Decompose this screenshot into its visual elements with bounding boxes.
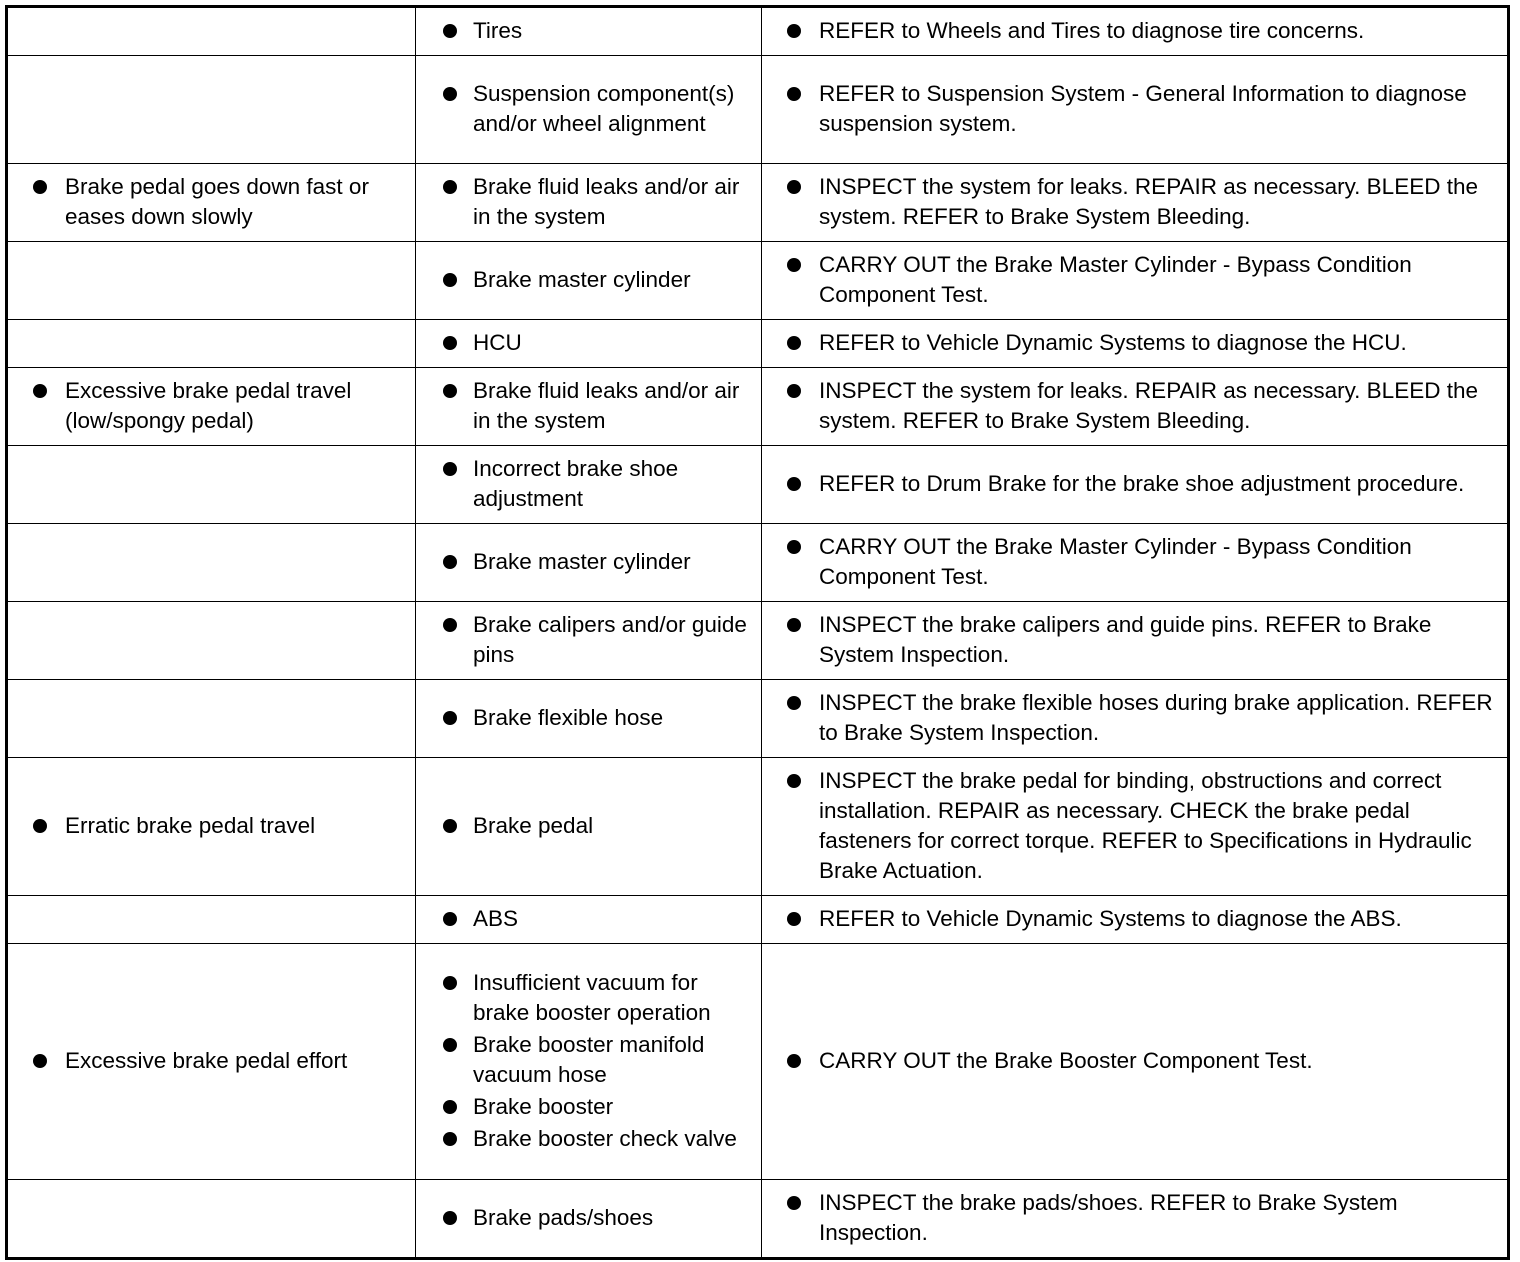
item-text: REFER to Drum Brake for the brake shoe adjustment procedure. — [819, 471, 1465, 496]
item-text: REFER to Wheels and Tires to diagnose tire concerns. — [819, 18, 1365, 43]
bullet-list — [762, 1046, 1497, 1076]
bullet-list — [416, 703, 751, 733]
item-text: INSPECT the system for leaks. REPAIR as necessary. BLEED the system. REFER to Brake System Bleeding. — [819, 378, 1478, 433]
list-item — [762, 1046, 1497, 1076]
cause-cell — [416, 368, 762, 446]
bullet-list — [416, 79, 751, 139]
action-cell — [762, 446, 1509, 524]
bullet-icon — [443, 1211, 457, 1225]
condition-cell — [7, 56, 416, 164]
list-item — [762, 79, 1497, 139]
list-item — [762, 328, 1497, 358]
bullet-icon — [787, 384, 801, 398]
condition-cell — [7, 680, 416, 758]
bullet-icon — [443, 618, 457, 632]
action-cell — [762, 1180, 1509, 1259]
condition-cell — [7, 602, 416, 680]
bullet-list — [762, 79, 1497, 139]
cause-cell — [416, 944, 762, 1180]
bullet-list — [416, 265, 751, 295]
bullet-list — [762, 328, 1497, 358]
list-item — [762, 688, 1497, 748]
bullet-list — [8, 376, 405, 436]
list-item — [762, 1188, 1497, 1248]
bullet-list — [762, 688, 1497, 748]
table-row — [7, 758, 1509, 896]
table-row — [7, 56, 1509, 164]
bullet-icon — [787, 336, 801, 350]
item-text: Brake booster manifold vacuum hose — [473, 1032, 705, 1087]
condition-cell — [7, 7, 416, 56]
bullet-list — [416, 610, 751, 670]
bullet-icon — [443, 336, 457, 350]
condition-cell — [7, 1180, 416, 1259]
action-cell — [762, 602, 1509, 680]
cause-cell — [416, 7, 762, 56]
action-cell — [762, 896, 1509, 944]
item-text: Tires — [473, 18, 523, 43]
bullet-list — [416, 1203, 751, 1233]
bullet-list — [762, 904, 1497, 934]
cause-cell — [416, 56, 762, 164]
list-item — [8, 172, 405, 232]
list-item — [762, 904, 1497, 934]
item-text: CARRY OUT the Brake Booster Component Test. — [819, 1048, 1313, 1073]
item-text: CARRY OUT the Brake Master Cylinder - Bypass Condition Component Test. — [819, 534, 1412, 589]
item-text: Excessive brake pedal travel (low/spongy pedal) — [65, 378, 352, 433]
table-row — [7, 896, 1509, 944]
table-row — [7, 7, 1509, 56]
cause-cell — [416, 242, 762, 320]
item-text: Brake pedal — [473, 813, 594, 838]
item-text: Brake pedal goes down fast or eases down slowly — [65, 174, 369, 229]
bullet-list — [762, 1188, 1497, 1248]
list-item — [762, 16, 1497, 46]
cause-cell — [416, 320, 762, 368]
bullet-list — [762, 376, 1497, 436]
bullet-icon — [443, 819, 457, 833]
bullet-list — [416, 328, 751, 358]
bullet-icon — [787, 1196, 801, 1210]
list-item — [416, 968, 751, 1028]
bullet-list — [416, 904, 751, 934]
item-text: Brake master cylinder — [473, 549, 691, 574]
bullet-icon — [787, 24, 801, 38]
bullet-icon — [443, 1100, 457, 1114]
bullet-list — [416, 968, 751, 1154]
list-item — [8, 1046, 405, 1076]
condition-cell — [7, 944, 416, 1180]
item-text: REFER to Vehicle Dynamic Systems to diagnose the ABS. — [819, 906, 1402, 931]
condition-cell — [7, 896, 416, 944]
bullet-icon — [787, 696, 801, 710]
bullet-list — [416, 811, 751, 841]
bullet-list — [416, 376, 751, 436]
bullet-list — [762, 469, 1497, 499]
item-text: Brake fluid leaks and/or air in the system — [473, 174, 740, 229]
list-item — [8, 376, 405, 436]
bullet-icon — [33, 819, 47, 833]
bullet-icon — [443, 462, 457, 476]
list-item — [416, 811, 751, 841]
condition-cell — [7, 164, 416, 242]
condition-cell — [7, 242, 416, 320]
list-item — [416, 703, 751, 733]
list-item — [416, 454, 751, 514]
list-item — [762, 172, 1497, 232]
table-row — [7, 602, 1509, 680]
item-text: INSPECT the brake pads/shoes. REFER to Brake System Inspection. — [819, 1190, 1398, 1245]
diagnosis-table — [5, 5, 1510, 1260]
bullet-icon — [787, 912, 801, 926]
bullet-list — [8, 1046, 405, 1076]
list-item — [416, 610, 751, 670]
bullet-icon — [443, 273, 457, 287]
table-row — [7, 242, 1509, 320]
action-cell — [762, 320, 1509, 368]
bullet-list — [762, 16, 1497, 46]
bullet-icon — [443, 1038, 457, 1052]
item-text: INSPECT the brake calipers and guide pins. REFER to Brake System Inspection. — [819, 612, 1432, 667]
bullet-list — [762, 766, 1497, 886]
bullet-list — [416, 547, 751, 577]
bullet-list — [762, 250, 1497, 310]
list-item — [416, 1203, 751, 1233]
list-item — [416, 265, 751, 295]
action-cell — [762, 56, 1509, 164]
condition-cell — [7, 446, 416, 524]
action-cell — [762, 368, 1509, 446]
bullet-list — [8, 811, 405, 841]
condition-cell — [7, 758, 416, 896]
bullet-list — [762, 172, 1497, 232]
bullet-icon — [443, 180, 457, 194]
cause-cell — [416, 758, 762, 896]
list-item — [416, 376, 751, 436]
list-item — [416, 79, 751, 139]
item-text: Brake booster — [473, 1094, 614, 1119]
table-row — [7, 1180, 1509, 1259]
condition-cell — [7, 368, 416, 446]
item-text: Brake pads/shoes — [473, 1205, 654, 1230]
item-text: Brake master cylinder — [473, 267, 691, 292]
list-item — [762, 469, 1497, 499]
item-text: INSPECT the brake pedal for binding, obstructions and correct installation. REPAIR as necessary. CHECK the brake pedal fasteners for correct torque. REFER to Specifications in Hydraulic Brake Actuation. — [819, 768, 1472, 883]
list-item — [762, 610, 1497, 670]
bullet-icon — [787, 87, 801, 101]
table-row — [7, 164, 1509, 242]
bullet-list — [8, 172, 405, 232]
list-item — [416, 16, 751, 46]
bullet-list — [762, 610, 1497, 670]
item-text: Brake booster check valve — [473, 1126, 737, 1151]
bullet-icon — [443, 1132, 457, 1146]
list-item — [416, 1030, 751, 1090]
bullet-icon — [443, 87, 457, 101]
bullet-icon — [787, 180, 801, 194]
list-item — [762, 250, 1497, 310]
bullet-list — [416, 454, 751, 514]
cause-cell — [416, 164, 762, 242]
item-text: Excessive brake pedal effort — [65, 1048, 348, 1073]
item-text: CARRY OUT the Brake Master Cylinder - Bypass Condition Component Test. — [819, 252, 1412, 307]
action-cell — [762, 242, 1509, 320]
bullet-icon — [787, 477, 801, 491]
item-text: Brake flexible hose — [473, 705, 664, 730]
item-text: Incorrect brake shoe adjustment — [473, 456, 679, 511]
cause-cell — [416, 446, 762, 524]
diagnosis-table-body — [7, 7, 1509, 1259]
item-text: Brake calipers and/or guide pins — [473, 612, 747, 667]
bullet-icon — [787, 1054, 801, 1068]
table-row — [7, 446, 1509, 524]
action-cell — [762, 944, 1509, 1180]
item-text: REFER to Suspension System - General Information to diagnose suspension system. — [819, 81, 1467, 136]
item-text: INSPECT the brake flexible hoses during brake application. REFER to Brake System Inspection. — [819, 690, 1493, 745]
item-text: ABS — [473, 906, 519, 931]
bullet-icon — [443, 711, 457, 725]
cause-cell — [416, 680, 762, 758]
bullet-list — [416, 16, 751, 46]
action-cell — [762, 164, 1509, 242]
list-item — [416, 1124, 751, 1154]
bullet-icon — [787, 774, 801, 788]
list-item — [8, 811, 405, 841]
bullet-icon — [443, 384, 457, 398]
cause-cell — [416, 524, 762, 602]
cause-cell — [416, 1180, 762, 1259]
bullet-icon — [787, 258, 801, 272]
list-item — [416, 547, 751, 577]
list-item — [762, 766, 1497, 886]
action-cell — [762, 680, 1509, 758]
condition-cell — [7, 320, 416, 368]
item-text: HCU — [473, 330, 522, 355]
table-row — [7, 320, 1509, 368]
list-item — [762, 376, 1497, 436]
bullet-icon — [33, 384, 47, 398]
list-item — [416, 328, 751, 358]
cause-cell — [416, 896, 762, 944]
item-text: INSPECT the system for leaks. REPAIR as necessary. BLEED the system. REFER to Brake System Bleeding. — [819, 174, 1478, 229]
action-cell — [762, 524, 1509, 602]
bullet-icon — [443, 976, 457, 990]
action-cell — [762, 7, 1509, 56]
table-row — [7, 368, 1509, 446]
bullet-icon — [443, 912, 457, 926]
table-row — [7, 944, 1509, 1180]
table-row — [7, 680, 1509, 758]
list-item — [416, 1092, 751, 1122]
item-text: Brake fluid leaks and/or air in the system — [473, 378, 740, 433]
bullet-icon — [787, 540, 801, 554]
item-text: REFER to Vehicle Dynamic Systems to diagnose the HCU. — [819, 330, 1407, 355]
list-item — [416, 904, 751, 934]
bullet-list — [416, 172, 751, 232]
bullet-icon — [443, 555, 457, 569]
table-row — [7, 524, 1509, 602]
bullet-list — [762, 532, 1497, 592]
condition-cell — [7, 524, 416, 602]
list-item — [762, 532, 1497, 592]
item-text: Suspension component(s) and/or wheel alignment — [473, 81, 735, 136]
bullet-icon — [443, 24, 457, 38]
bullet-icon — [33, 1054, 47, 1068]
item-text: Erratic brake pedal travel — [65, 813, 316, 838]
action-cell — [762, 758, 1509, 896]
list-item — [416, 172, 751, 232]
cause-cell — [416, 602, 762, 680]
bullet-icon — [33, 180, 47, 194]
item-text: Insufficient vacuum for brake booster operation — [473, 970, 711, 1025]
bullet-icon — [787, 618, 801, 632]
